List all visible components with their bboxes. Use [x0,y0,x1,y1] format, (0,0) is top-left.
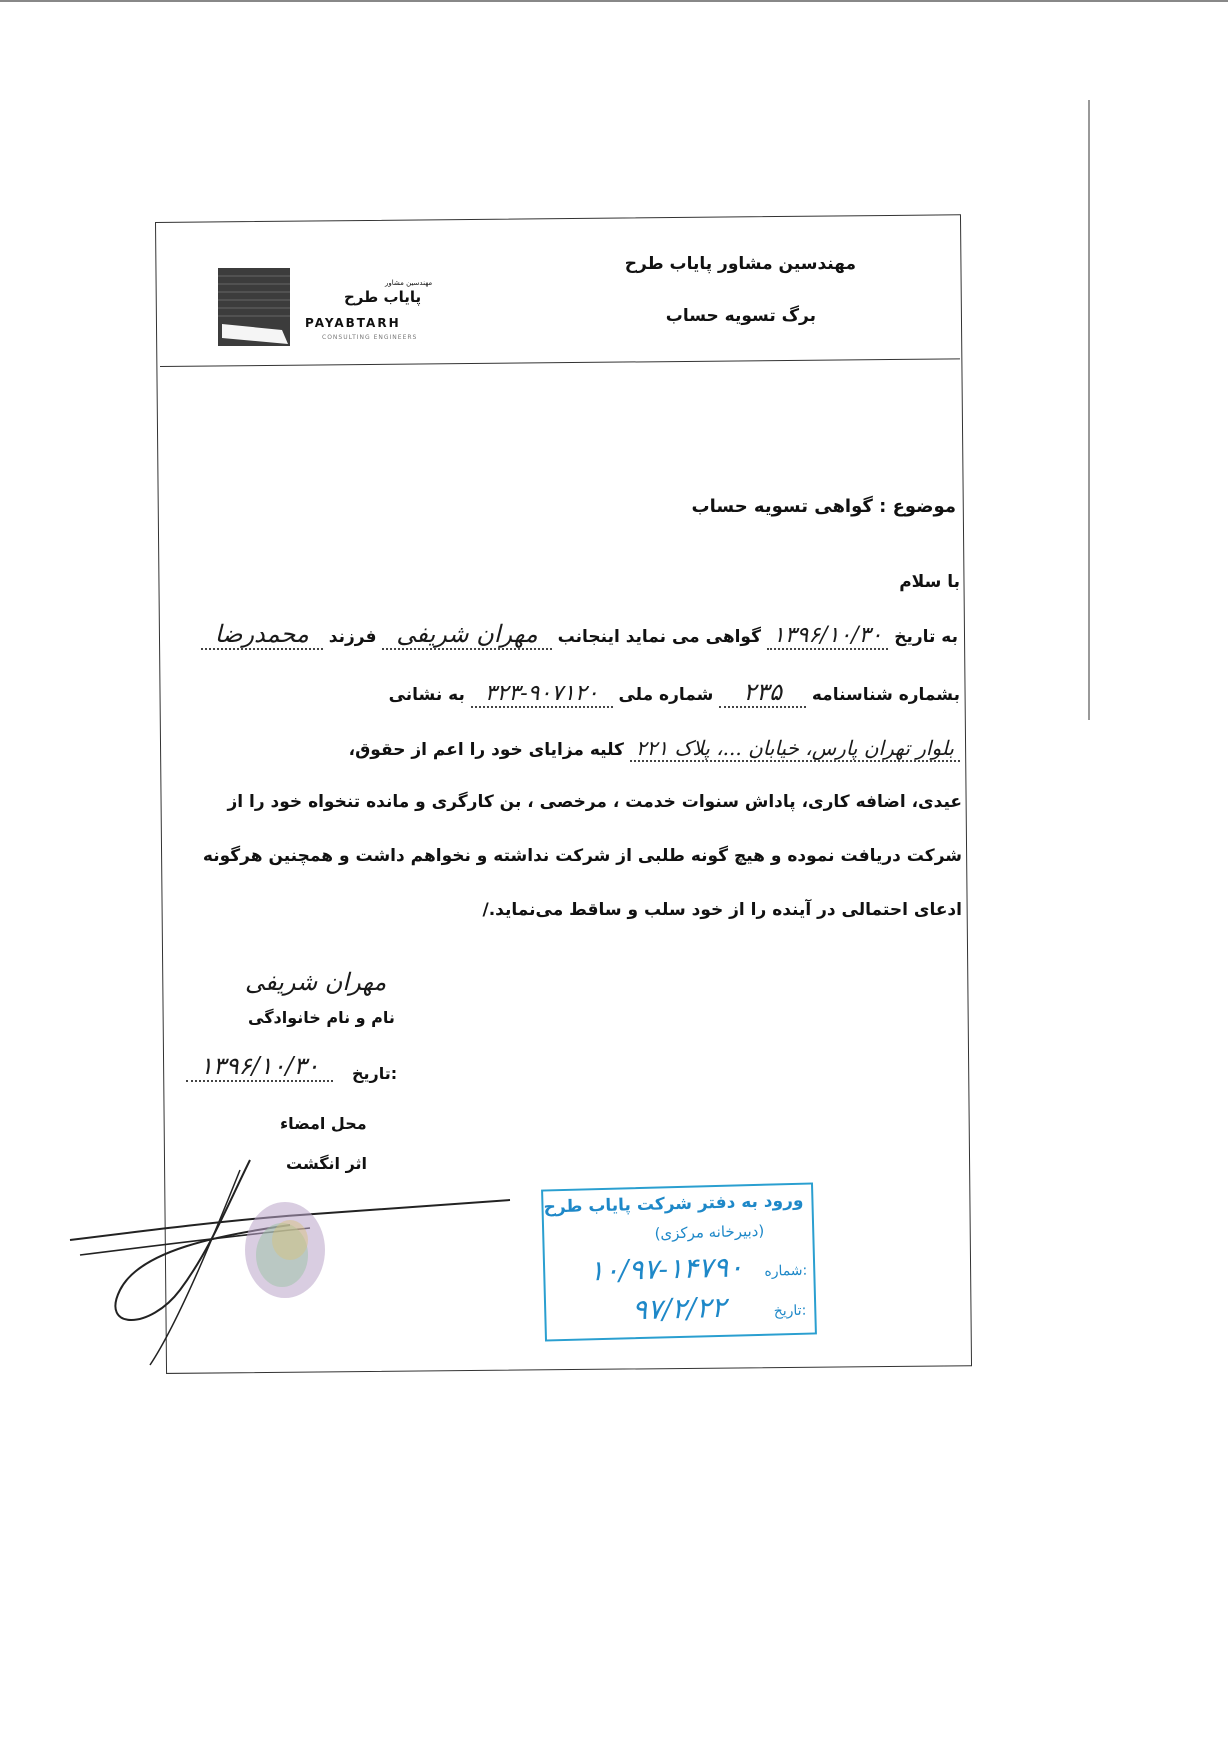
line3-text: کلیه مزایای خود را اعم از حقوق، [348,740,624,760]
line1-date: ۱۳۹۶/۱۰/۳۰ [767,623,888,650]
line2-national-label: شماره ملی [618,685,714,705]
company-name: مهندسین مشاور پایاب طرح [624,254,856,274]
entry-stamp [541,1182,817,1341]
form-title: برگ تسویه حساب [665,306,816,326]
body-line-1 [201,620,958,650]
body-line-6: ادعای احتمالی در آینده را از خود سلب و ساقط می‌نماید./ [482,900,962,920]
signature-name-handwritten: مهران شریفی [245,968,387,996]
signature-scribble [60,1140,540,1380]
subject-text: موضوع : گواهی تسویه حساب [691,496,956,517]
logo-english: PAYABTARH [305,316,401,330]
line2-id-label: بشماره شناسنامه [811,685,960,705]
body-line-4: عیدی، اضافه کاری، پاداش سنوات خدمت ، مرخصی ، بن کارگری و مانده تنخواه خود را از [227,792,962,812]
logo-english-sub: CONSULTING ENGINEERS [322,334,418,341]
company-logo [218,268,290,346]
signature-place-label: محل امضاء [280,1114,367,1133]
line2-address-label: به نشانی [388,685,465,705]
line2-national-value: ۳۲۳-۹۰۷۱۲۰ [471,681,613,708]
greeting: با سلام [899,572,960,592]
line1-name: مهران شریفی [382,620,551,650]
stamp-date-label: تاریخ: [773,1302,807,1320]
stamp-number: ۱۰/۹۷-۱۴۷۹۰ [588,1250,744,1288]
stamp-title: ورود به دفتر شرکت پایاب طرح [543,1190,804,1218]
scan-edge-line [1088,100,1090,720]
line1-prefix: به تاریخ [894,627,958,647]
line1-father: محمدرضا [201,620,323,650]
logo-persian-small: مهندسین مشاور [385,279,433,287]
stamp-subtitle: (دبیرخانه مرکزی) [654,1221,765,1243]
scan-top-edge [0,0,1228,2]
signature-date-handwritten: ۱۳۹۶/۱۰/۳۰ [186,1052,333,1082]
stamp-date: ۹۷/۲/۲۲ [631,1290,727,1327]
line2-id-value: ۲۳۵ [719,678,806,708]
line1-middle: گواهی می نماید اینجانب [557,627,761,647]
line3-address: بلوار تهران پارس، خیابان ...، پلاک ۲۲۱ [630,736,960,762]
body-line-2 [389,678,960,708]
signature-date-label: تاریخ: [352,1064,398,1083]
stamp-number-label: شماره: [764,1262,808,1280]
line1-father-label: فرزند [328,627,377,647]
fingerprint-label: اثر انگشت [286,1154,368,1173]
body-line-5: شرکت دریافت نموده و هیچ گونه طلبی از شرکت نداشته و نخواهم داشت و همچنین هرگونه [202,846,962,866]
signature-name-label: نام و نام خانوادگی [248,1008,395,1027]
logo-persian: پایاب طرح [344,288,422,306]
subject-line [692,496,956,517]
body-line-3 [349,736,960,762]
